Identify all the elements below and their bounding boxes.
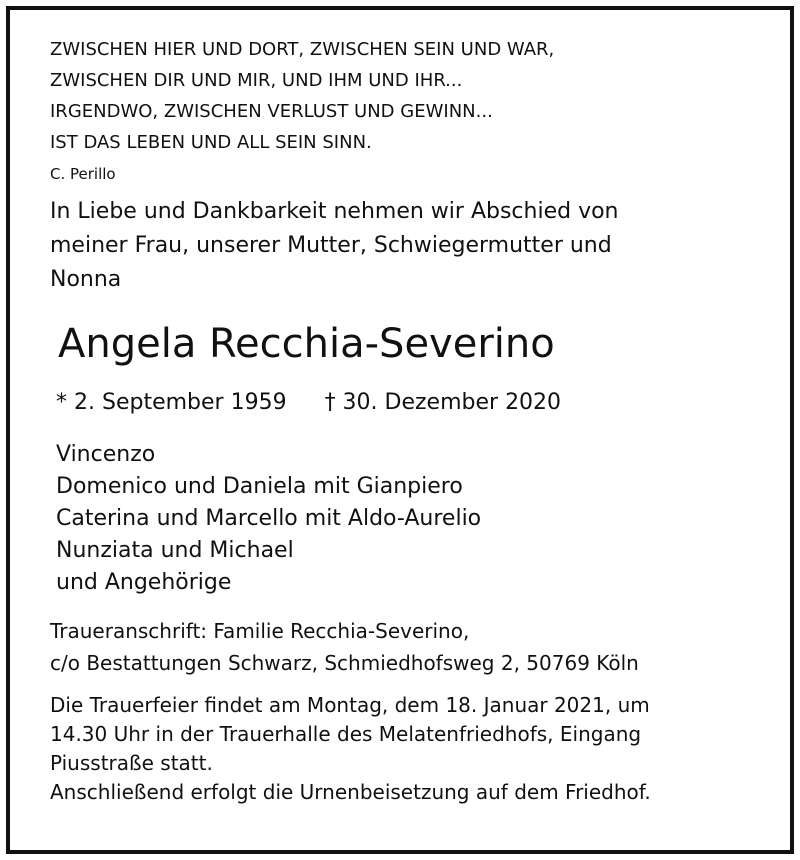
ceremony-line: 14.30 Uhr in der Trauerhalle des Melatenfriedhofs, Eingang xyxy=(50,722,642,746)
intro-line: meiner Frau, unserer Mutter, Schwiegermutter und xyxy=(50,233,612,258)
ceremony-line: Piusstraße statt. xyxy=(50,751,213,775)
poem-line: ZWISCHEN DIR UND MIR, UND IHM UND IHR... xyxy=(50,70,463,91)
ceremony-line: Anschließend erfolgt die Urnenbeisetzung auf dem Friedhof. xyxy=(50,780,651,804)
mourning-address xyxy=(50,615,770,679)
intro-line: In Liebe und Dankbarkeit nehmen wir Abschied von xyxy=(50,199,619,224)
address-line: Traueranschrift: Familie Recchia-Severino, xyxy=(50,619,470,643)
death-date: † 30. Dezember 2020 xyxy=(324,390,562,415)
mourner-line: und Angehörige xyxy=(56,570,232,595)
mourner-line: Caterina und Marcello mit Aldo-Aurelio xyxy=(56,506,482,531)
mourners-list xyxy=(56,439,770,599)
poem-author: C. Perillo xyxy=(50,165,116,183)
mourner-line: Nunziata und Michael xyxy=(56,538,294,563)
intro-line: Nonna xyxy=(50,267,122,292)
poem-line: ZWISCHEN HIER UND DORT, ZWISCHEN SEIN UND WAR, xyxy=(50,39,555,60)
mourner-line: Vincenzo xyxy=(56,442,156,467)
obituary-notice xyxy=(50,34,770,807)
poem-line: IST DAS LEBEN UND ALL SEIN SINN. xyxy=(50,132,372,153)
poem-line: IRGENDWO, ZWISCHEN VERLUST UND GEWINN... xyxy=(50,101,493,122)
life-dates xyxy=(56,387,770,419)
poem xyxy=(50,34,770,158)
ceremony-details xyxy=(50,691,770,807)
birth-date: * 2. September 1959 xyxy=(56,390,287,415)
ceremony-line: Die Trauerfeier findet am Montag, dem 18. Januar 2021, um xyxy=(50,693,650,717)
mourner-line: Domenico und Daniela mit Gianpiero xyxy=(56,474,463,499)
deceased-name: Angela Recchia-Severino xyxy=(58,321,555,367)
address-line: c/o Bestattungen Schwarz, Schmiedhofsweg 2, 50769 Köln xyxy=(50,651,639,675)
intro-text xyxy=(50,195,770,297)
